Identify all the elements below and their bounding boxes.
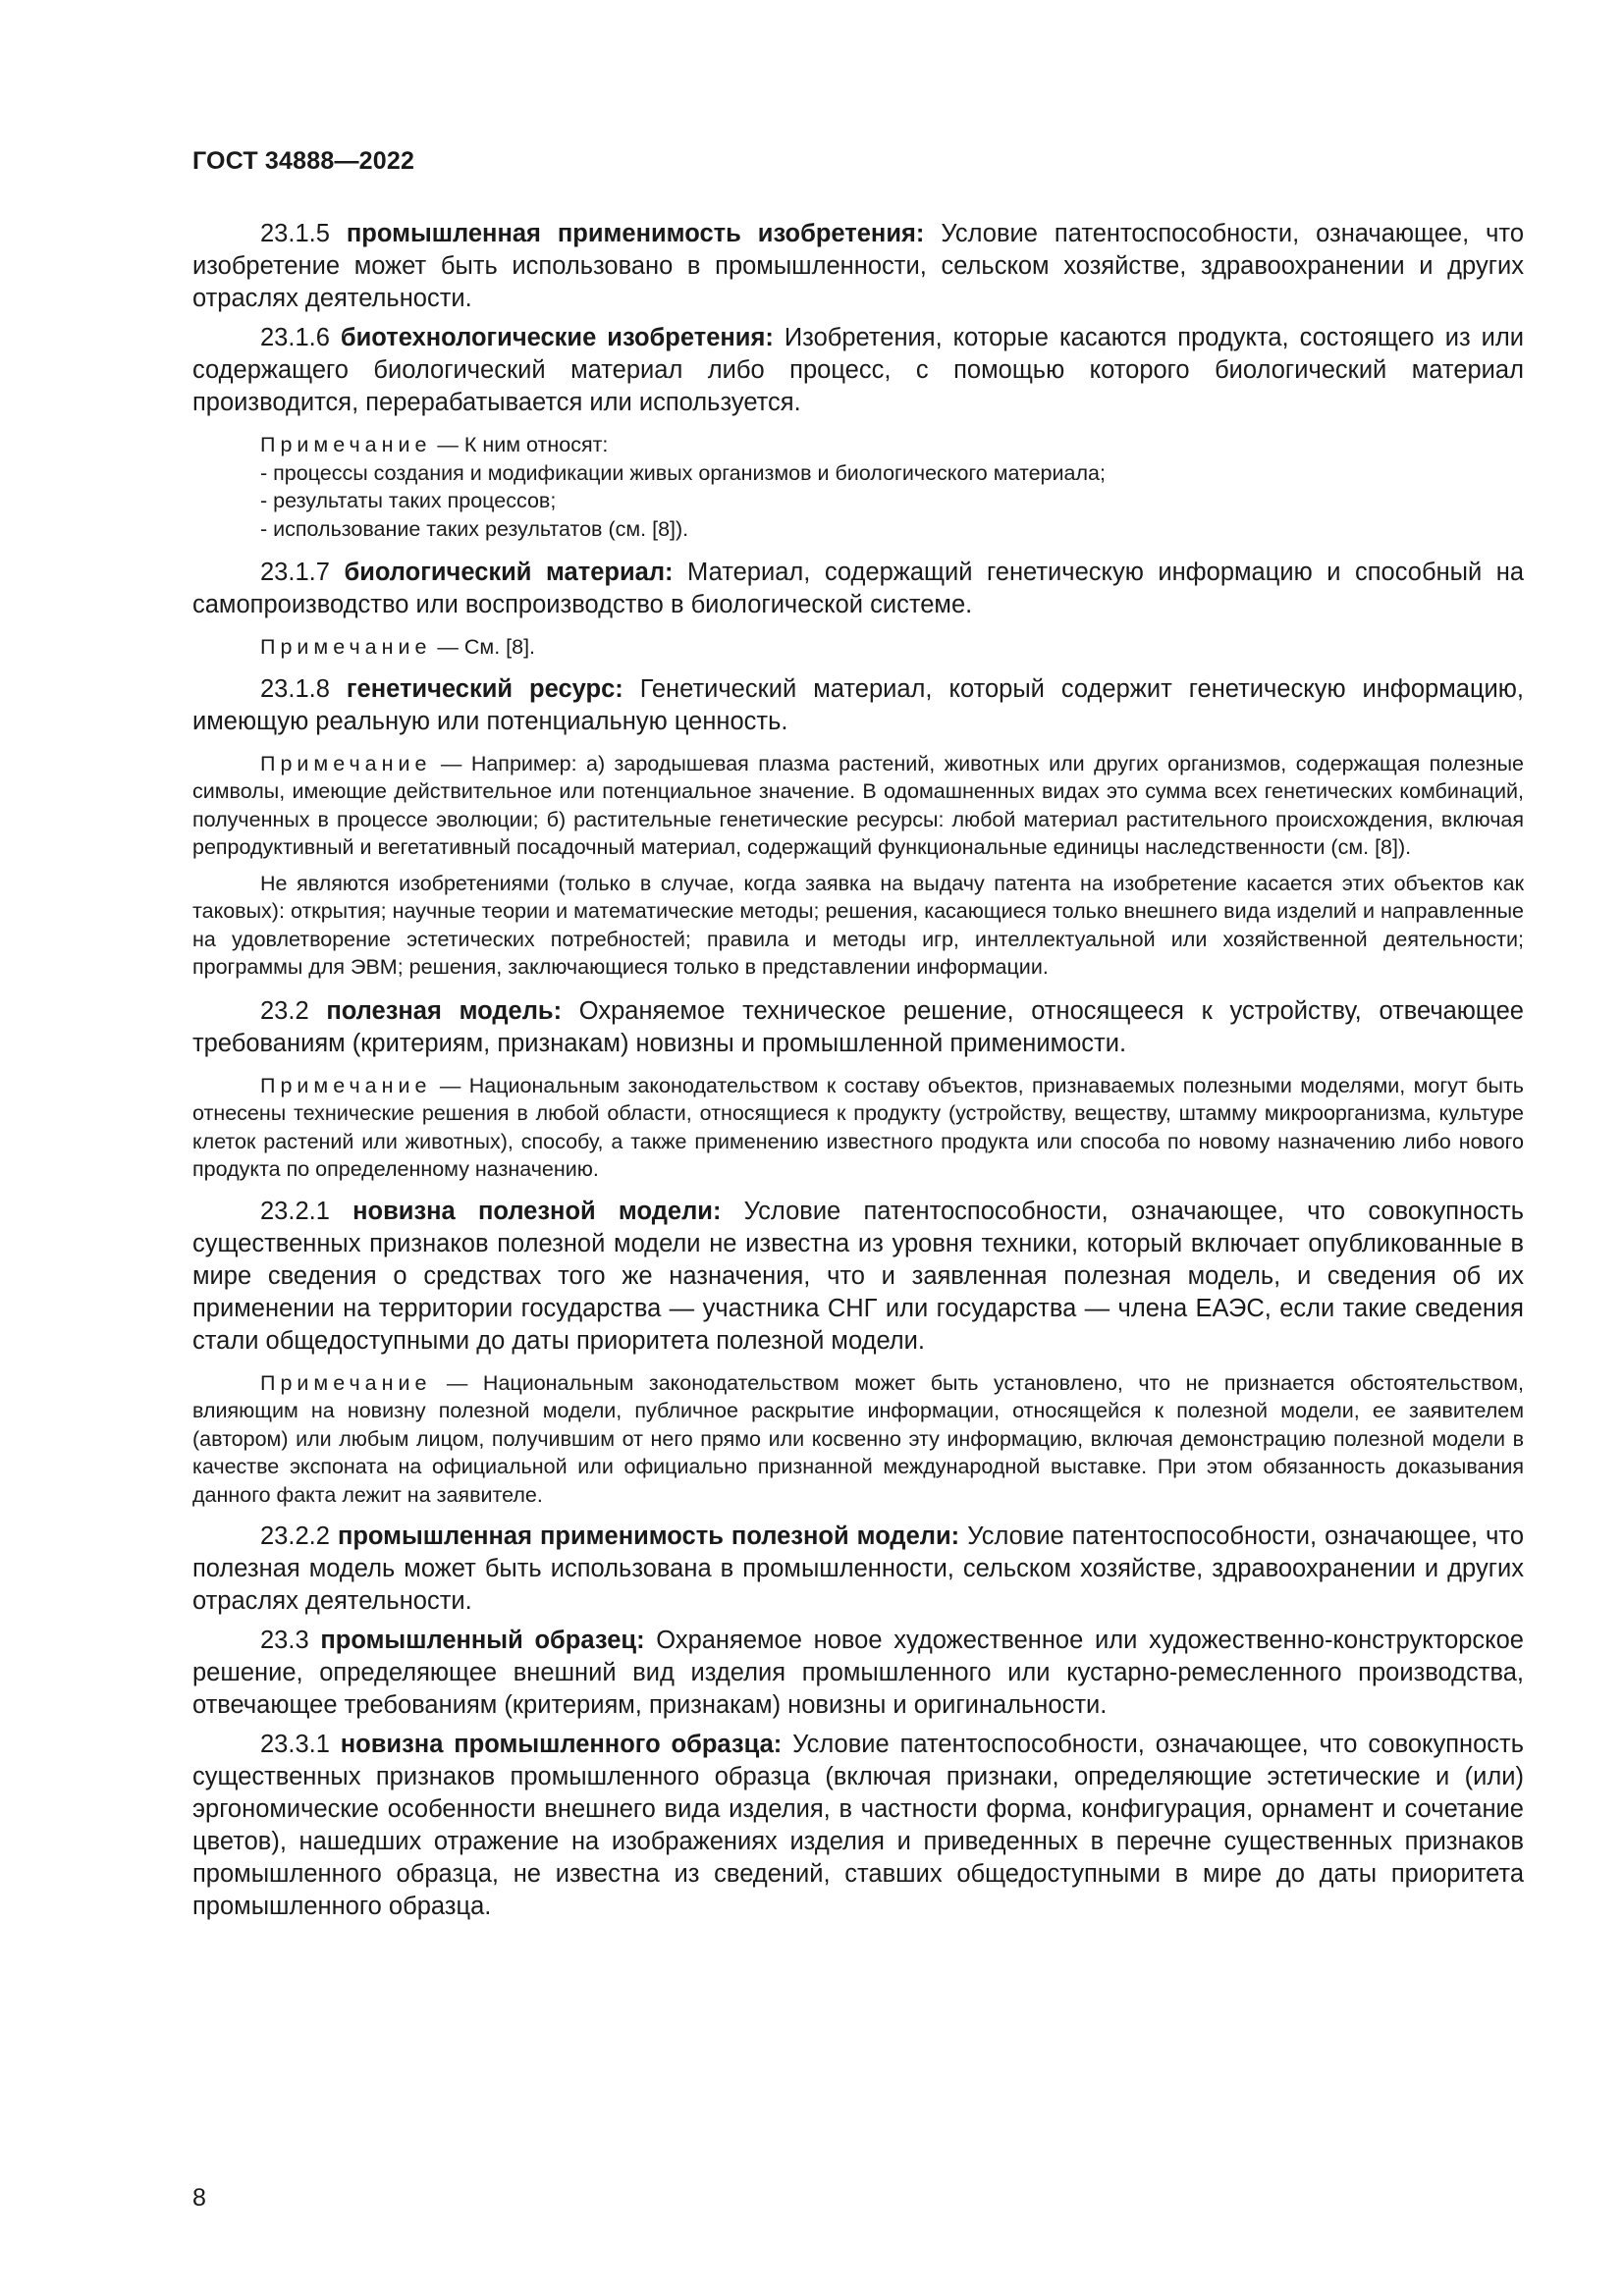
- note-23-1-8: [192, 750, 1524, 862]
- note-text: — Национальным законодательством к составу объектов, признаваемых полезными моделями, могут быть отнесены технические решения в любой области, относящиеся к продукту (устройству, веществу, штамму микроорганизма, культуре клеток растений или животных), способу, а также применению известного продукта или способа по новому назначению либо нового продукта по определенному назначению.: [192, 1073, 1524, 1181]
- section-23-3: [192, 1625, 1524, 1722]
- section-term: промышленный образец:: [320, 1627, 645, 1654]
- section-23-3-1: [192, 1729, 1524, 1923]
- section-number: 23.2.2: [260, 1522, 338, 1550]
- section-23-1-5: [192, 218, 1524, 315]
- section-text: Условие патентоспособности, означающее, что полезная модель может быть использована в промышленности, сельском хозяйстве, здравоохранении и других отраслях деятельности.: [192, 1522, 1524, 1615]
- not-inventions-paragraph: Не являются изобретениями (только в случае, когда заявка на выдачу патента на изобретение касается этих объектов как таковых): открытия; научные теории и математические методы; решения, касающиеся только внешнего вида изделий и направленные на удовлетворение эстетических потребностей; правила и методы игр, интеллектуальной или хозяйственной деятельности; программы для ЭВМ; решения, заключающиеся только в представлении информации.: [192, 871, 1524, 979]
- note-23-1-6: [192, 431, 1524, 543]
- section-term: промышленная применимость изобретения:: [346, 220, 925, 247]
- section-term: биологический материал:: [344, 559, 674, 586]
- section-23-1-7: [192, 557, 1524, 621]
- section-text: Охраняемое новое художественное или художественно-конструкторское решение, определяющее внешний вид изделия промышленного или кустарно-ремесленного производства, отвечающее требованиям (критериям, признакам) новизны и оригинальности.: [192, 1627, 1524, 1719]
- section-number: 23.1.5: [260, 220, 347, 247]
- section-23-1-6: [192, 322, 1524, 419]
- section-text: Условие патентоспособности, означающее, что совокупность существенных признаков полезной модели не известна из уровня техники, который включает опубликованные в мире сведения о средствах того же назначения, что и заявленная полезная модель, и сведения об их применении на территории государства — участника СНГ или государства — члена ЕАЭС, если такие сведения стали общедоступными до даты приоритета полезной модели.: [192, 1197, 1524, 1355]
- section-23-2: [192, 995, 1524, 1060]
- document-body: [192, 218, 1524, 1930]
- section-23-2-1: [192, 1196, 1524, 1358]
- section-23-2-2: [192, 1521, 1524, 1618]
- note-list: [192, 459, 1524, 544]
- section-number: 23.1.6: [260, 324, 341, 351]
- note-label: Примечание: [260, 635, 432, 659]
- section-text: Изобретения, которые касаются продукта, состоящего из или содержащего биологический материал либо процесс, с помощью которого биологический материал производится, перерабатывается или используется.: [192, 324, 1524, 416]
- list-item: - процессы создания и модификации живых организмов и биологического материала;: [260, 459, 1524, 488]
- section-term: биотехнологические изобретения:: [340, 324, 774, 351]
- section-number: 23.2.1: [260, 1197, 353, 1225]
- section-number: 23.3: [260, 1627, 321, 1654]
- page-number: 8: [192, 2184, 206, 2212]
- note-text: — Например: а) зародышевая плазма растений, животных или других организмов, содержащая полезные символы, имеющие действительное или потенциальное значение. В одомашненных видах это сумма всех генетических комбинаций, полученных в процессе эволюции; б) растительные генетические ресурсы: любой материал растительного происхождения, включая репродуктивный и вегетативный посадочный материал, содержащий функциональные единицы наследственности (см. [8]).: [192, 751, 1524, 859]
- section-text: Охраняемое техническое решение, относящееся к устройству, отвечающее требованиям (критериям, признакам) новизны и промышленной применимости.: [192, 996, 1524, 1057]
- section-term: новизна полезной модели:: [352, 1197, 722, 1225]
- section-text: Условие патентоспособности, означающее, что изобретение может быть использовано в промышленности, сельском хозяйстве, здравоохранении и других отраслях деятельности.: [192, 220, 1525, 312]
- section-number: 23.1.7: [260, 559, 345, 586]
- note-label: Примечание: [260, 1073, 432, 1097]
- section-text: Условие патентоспособности, означающее, что совокупность существенных признаков промышленного образца (включая признаки, определяющие эстетические и (или) эргономические особенности внешнего вида изделия, в частности форма, конфигурация, орнамент и сочетание цветов), нашедших отражение на изображениях изделия и приведенных в перечне существенных признаков промышленного образца, не известна из сведений, ставших общедоступными в мире до даты приоритета промышленного образца.: [192, 1731, 1524, 1920]
- note-label: Примечание: [260, 433, 432, 456]
- section-term: промышленная применимость полезной модели:: [337, 1522, 960, 1550]
- note-heading: [192, 431, 1524, 459]
- section-text: Генетический материал, который содержит генетическую информацию, имеющую реальную или потенциальную ценность.: [192, 674, 1524, 735]
- note-23-1-7: [192, 633, 1524, 662]
- note-23-2-1: [192, 1369, 1524, 1510]
- note-text: — См. [8].: [431, 635, 536, 659]
- section-term: новизна промышленного образца:: [340, 1731, 783, 1758]
- section-text: Материал, содержащий генетическую информацию и способный на самопроизводство или воспроизводство в биологической системе.: [192, 559, 1525, 618]
- list-item: - результаты таких процессов;: [260, 487, 1524, 515]
- section-23-1-8: [192, 673, 1524, 738]
- section-term: генетический ресурс:: [346, 674, 623, 703]
- note-text: — К ним относят:: [431, 433, 609, 456]
- note-label: Примечание: [260, 751, 432, 775]
- note-text: — Национальным законодательством может быть установлено, что не признается обстоятельством, влияющим на новизну полезной модели, публичное раскрытие информации, относящейся к полезной модели, ее заявителем (автором) или любым лицом, получившим от него прямо или косвенно эту информацию, включая демонстрацию полезной модели в качестве экспоната на официальной или официально признанной международной выставке. При этом обязанность доказывания данного факта лежит на заявителе.: [192, 1370, 1524, 1507]
- section-term: полезная модель:: [326, 996, 563, 1025]
- section-number: 23.2: [260, 996, 327, 1025]
- section-number: 23.3.1: [260, 1731, 341, 1758]
- note-23-2: [192, 1072, 1524, 1184]
- document-header: ГОСТ 34888—2022: [192, 147, 415, 175]
- section-number: 23.1.8: [260, 674, 347, 703]
- list-item: - использование таких результатов (см. [8]).: [260, 515, 1524, 544]
- note-label: Примечание: [260, 1370, 432, 1395]
